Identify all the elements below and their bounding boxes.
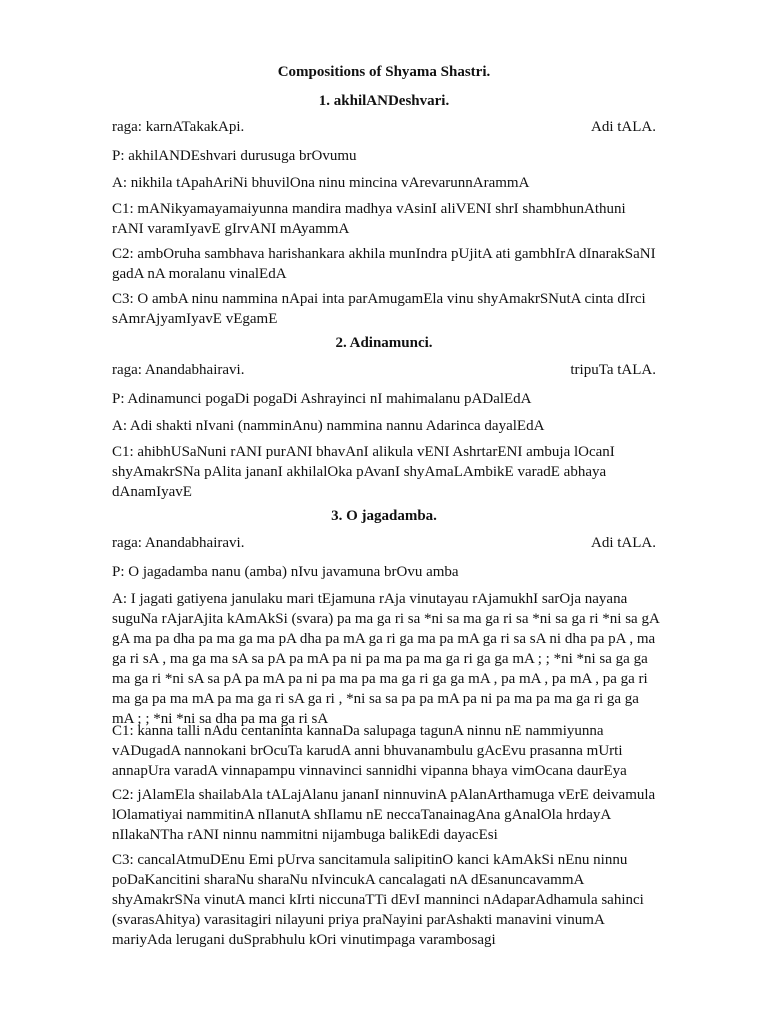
- anupallavi-text: A: nikhila tApahAriNi bhuvilOna ninu mincina vArevarunnArammA: [112, 175, 530, 191]
- anupallavi-text: A: I jagati gatiyena janulaku mari tEjamuna rAja vinutayau rAjamukhI sarOja nayana suguNa rAjarAjita kAmAkSi (svara) pa ma ga ri sa *ni sa ma ga ri sa *ni sa ga ri *ni sa gA gA ma pa dha pa ma ga ma pA dha pa mA ga ri ga ma pa mA ga ri sa sA ni dha pa pA , ma ga ri sA , ma ga ma sA sa pA pa mA pa ni pa ma pa ma ga ri ga ga mA ; ; *ni *ni sa ga ga ma ga ri *ni sA sa pA pa mA pa ni pa ma pa ma ga ri ga ga mA , pa mA , pa mA , pa ga ri ma ga pa ma mA pa ma ga ri sA ga ri , *ni sa sa pa pa mA pa ni pa ma pa ma ga ri ga ga mA ; ; *ni *ni sa dha pa ma ga ri sA: [112, 591, 659, 727]
- tala-label: Adi tALA.: [591, 119, 656, 135]
- charanam-1-text: C1: kanna talli nAdu centaninta kannaDa salupaga tagunA ninnu nE nammiyunna vADugadA nannokani brOcuTa karudA anni bhuvanambulu gAcEvu prasanna mUrti annapUra varadA vinnapampu vinnavinci sannidhi vipanna bhaya vimOcana daurEya: [112, 723, 627, 779]
- anupallavi-text: A: Adi shakti nIvani (namminAnu) nammina nannu Adarinca dayalEdA: [112, 418, 545, 434]
- song-heading: 1. akhilANDeshvari.: [318, 93, 450, 109]
- page-title: Compositions of Shyama Shastri.: [277, 64, 491, 80]
- tala-label: Adi tALA.: [591, 535, 656, 551]
- pallavi-text: P: O jagadamba nanu (amba) nIvu javamuna brOvu amba: [112, 564, 459, 580]
- raga-label: raga: Anandabhairavi.: [112, 535, 245, 551]
- charanam-3-text: C3: cancalAtmuDEnu Emi pUrva sancitamula salipitinO kanci kAmAkSi nEnu ninnu poDaKancitini sharaNu sharaNu nIvincukA cancalagati nA dEsanuncavammA shyAmakrSNa vinutA manci kIrti niccunaTTi dEvI manninci nAdaparAdhamula sahinci (svarasAhitya) varasitagiri nilayuni priya praNayini parAshakti manavini vinumA mariyAda lerugani duSprabhulu kOri vinutimpaga varambosagi: [112, 852, 644, 948]
- raga-tala-line: [112, 535, 656, 552]
- raga-label: raga: karnATakakApi.: [112, 119, 245, 135]
- raga-label: raga: Anandabhairavi.: [112, 362, 245, 378]
- charanam-3-text: C3: O ambA ninu nammina nApai inta parAmugamEla vinu shyAmakrSNutA cinta dIrci sAmrAjyamIyavE vEgamE: [112, 291, 646, 327]
- charanam-2-text: C2: jAlamEla shailabAla tALajAlanu jananI ninnuvinA pAlanArthamuga vErE deivamula lOlamatiyai nammitinA nIlanutA shIlamu nE neccaTanainagAna gAnalOla hrdayA nIlakaNTha rANI ninnu nammitni nijambuga balikEdi dayacEsi: [112, 787, 656, 843]
- raga-tala-line: [112, 119, 656, 136]
- raga-tala-line: [112, 362, 656, 379]
- song-heading: 3. O jagadamba.: [331, 508, 437, 524]
- pallavi-text: P: Adinamunci pogaDi pogaDi Ashrayinci nI mahimalanu pADalEdA: [112, 391, 532, 407]
- charanam-1-text: C1: ahibhUSaNuni rANI purANI bhavAnI alikula vENI AshrtarENI ambuja lOcanI shyAmakrSNa pAlita jananI akhilalOka pAvanI shyAmaLAmbikE varadE abhaya dAnamIyavE: [112, 444, 615, 500]
- tala-label: tripuTa tALA.: [570, 362, 656, 378]
- pallavi-text: P: akhilANDEshvari durusuga brOvumu: [112, 148, 357, 164]
- charanam-2-text: C2: ambOruha sambhava harishankara akhila munIndra pUjitA ati gambhIrA dInarakSaNI gadA nA moralanu vinalEdA: [112, 246, 656, 282]
- charanam-1-text: C1: mANikyamayamaiyunna mandira madhya vAsinI aliVENI shrI shambhunAthuni rANI varamIyavE gIrvANI mAyammA: [112, 201, 626, 237]
- song-heading: 2. Adinamunci.: [335, 335, 433, 351]
